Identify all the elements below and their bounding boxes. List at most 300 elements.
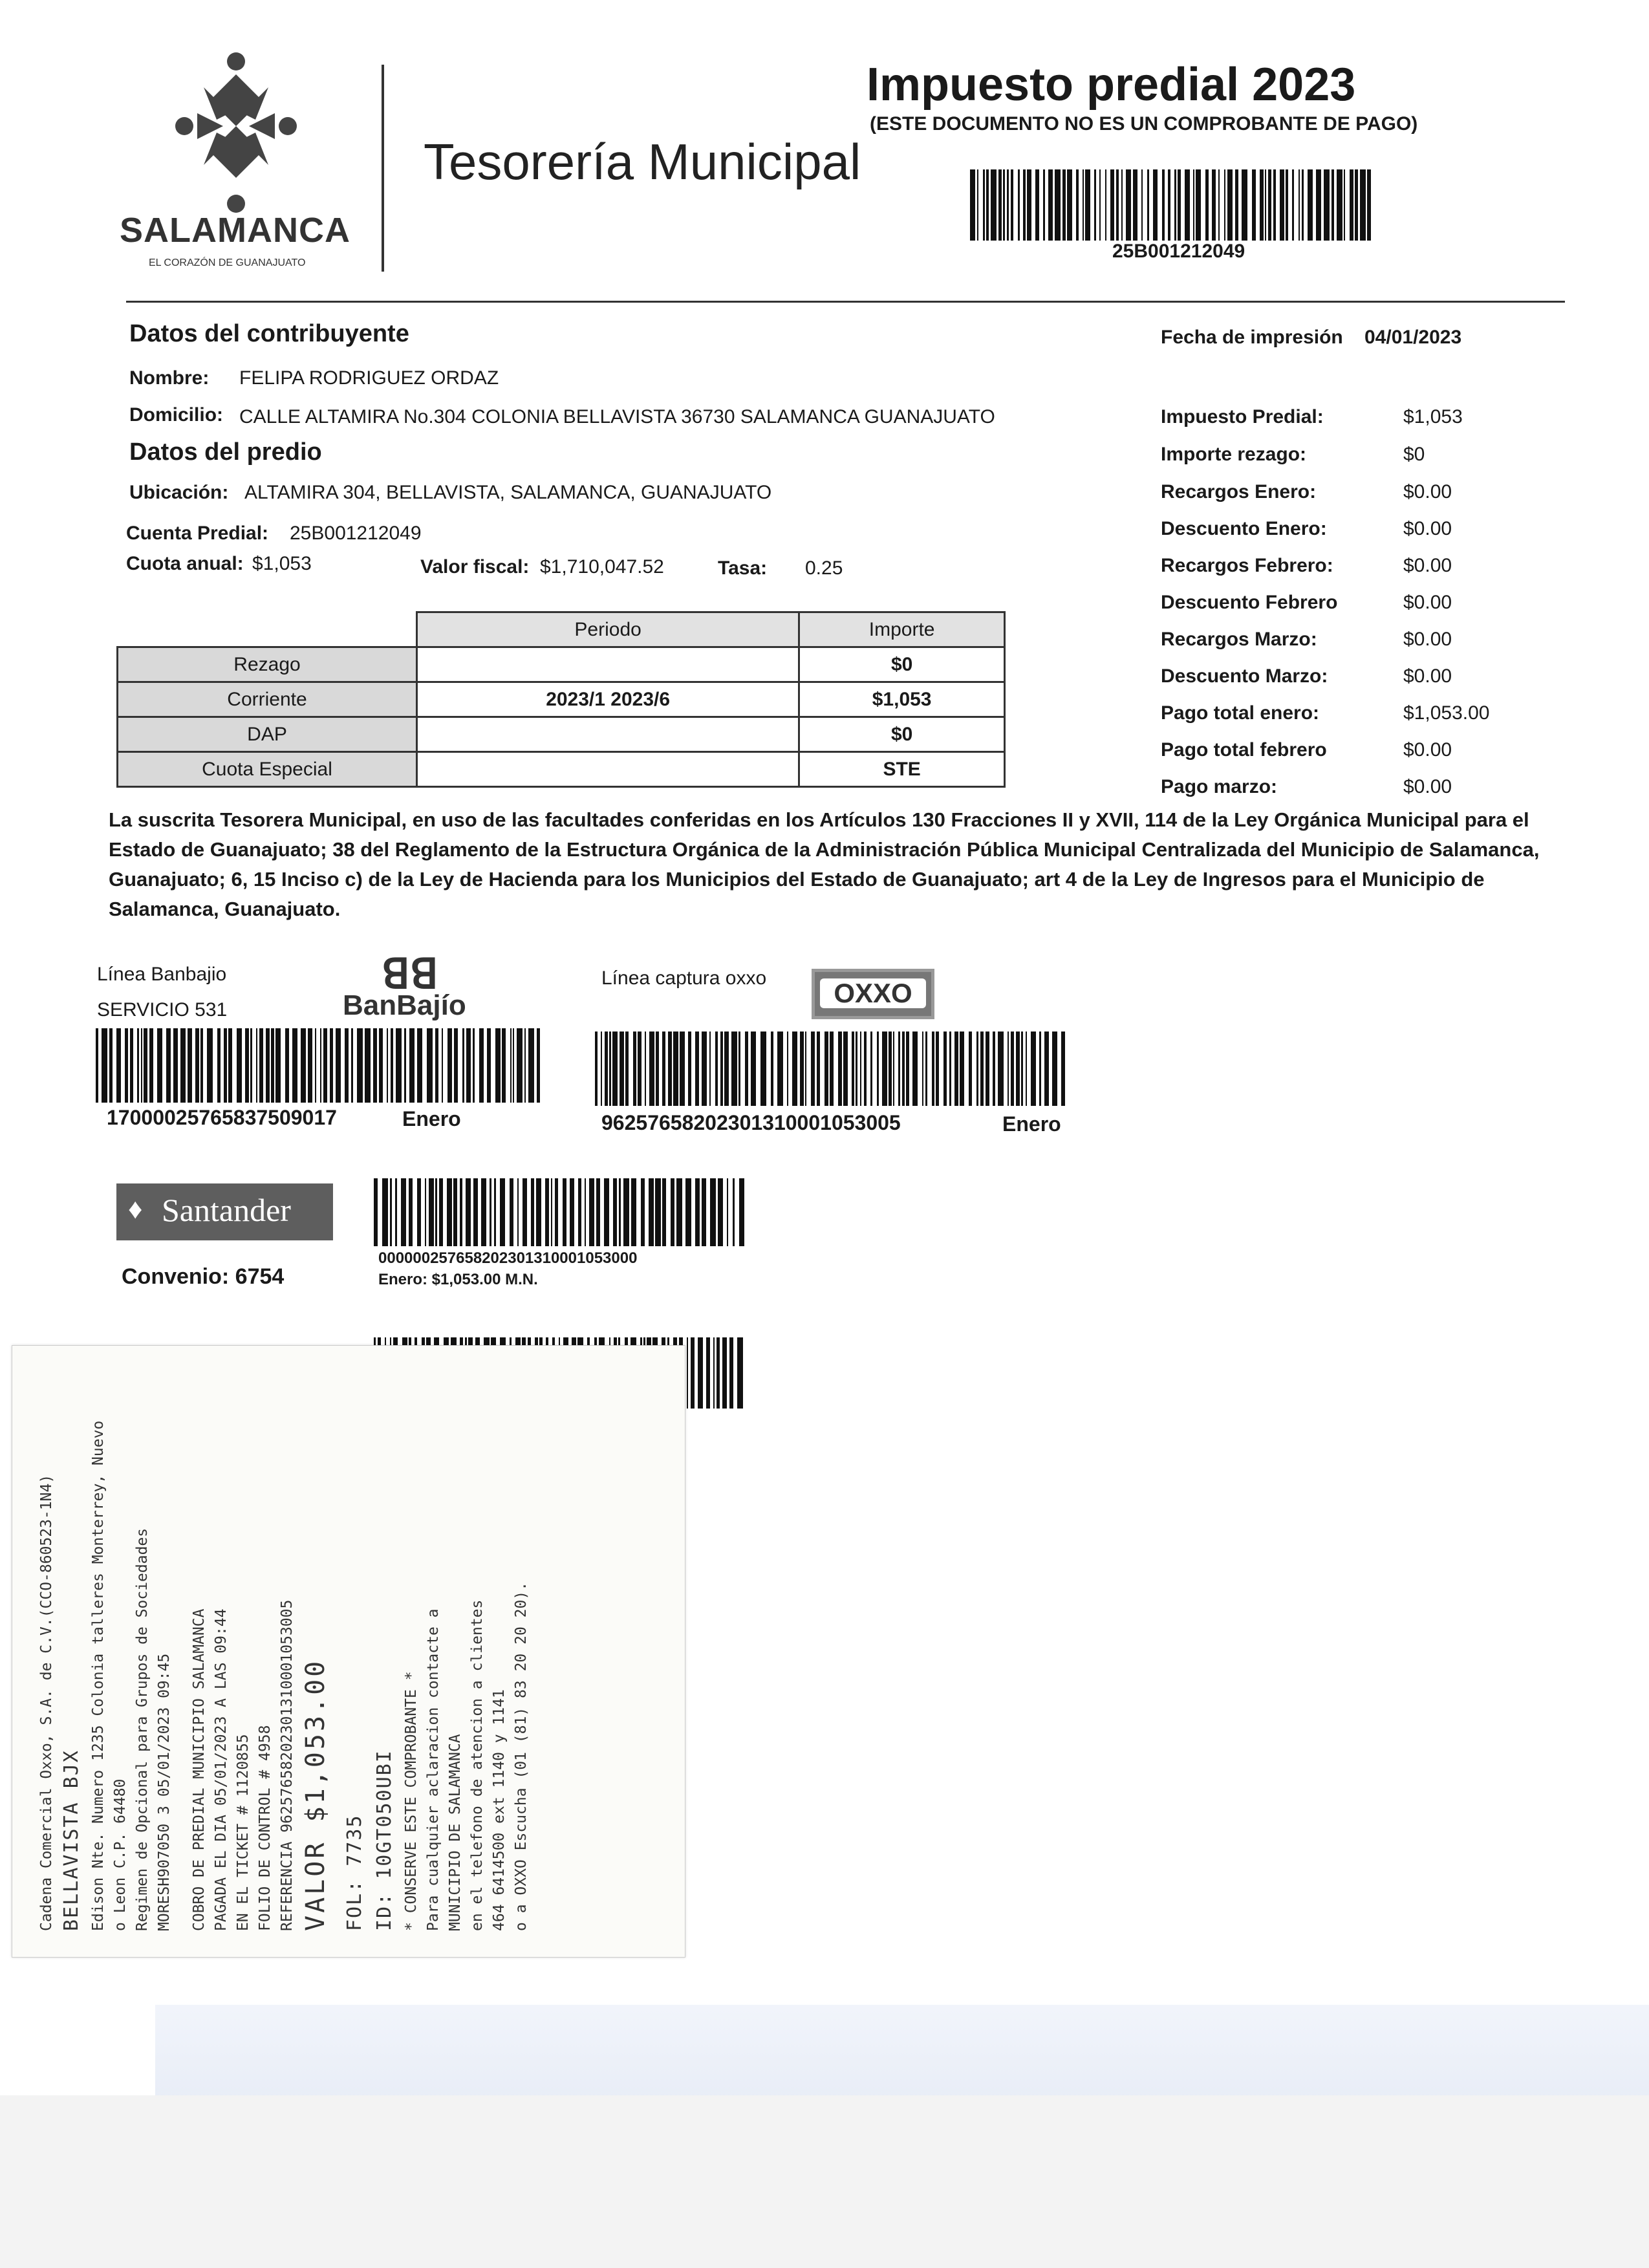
row-periodo: [417, 752, 799, 787]
barcode-bar: [691, 1337, 695, 1409]
valor-fiscal-value: $1,710,047.52: [540, 556, 664, 578]
barcode-bar: [605, 1031, 608, 1106]
barcode-bar: [906, 1031, 909, 1106]
santander-amount: Enero: $1,053.00 M.N.: [378, 1271, 538, 1288]
receipt-amount: VALOR $1,053.00: [301, 1658, 330, 1931]
summary-label: Pago total enero:: [1161, 702, 1320, 724]
barcode-bar: [578, 1178, 581, 1246]
banbajio-label: Línea Banbajio: [97, 964, 227, 985]
oxxo-label: Línea captura oxxo: [601, 967, 767, 989]
barcode-bar: [1299, 169, 1300, 241]
receipt-line: Regimen de Opcional para Grupos de Sociedades: [134, 1528, 151, 1931]
barcode-bar: [490, 1178, 491, 1246]
barcode-bar: [429, 1178, 434, 1246]
barcode-bar: [545, 1178, 549, 1246]
receipt-folio: FOL: 7735: [343, 1814, 366, 1931]
barcode-bar: [1094, 169, 1096, 241]
barcode-bar: [157, 1028, 162, 1103]
barcode-bar: [688, 1031, 691, 1106]
cuota-label: Cuota anual:: [126, 553, 244, 574]
summary-label: Pago total febrero: [1161, 739, 1327, 761]
table-row: [118, 717, 1005, 752]
barcode-bar: [737, 1337, 743, 1409]
barcode-bar: [510, 1028, 512, 1103]
barcode-bar: [998, 169, 1002, 241]
barcode-bar: [623, 1178, 629, 1246]
barcode-bar: [1027, 169, 1031, 241]
summary-value: $0.00: [1403, 629, 1452, 650]
barcode-bar: [1316, 169, 1321, 241]
santander-barcode: [374, 1178, 746, 1246]
barcode-bar: [613, 1178, 617, 1246]
receipt-line: PAGADA EL DIA 05/01/2023 A LAS 09:44: [213, 1608, 230, 1931]
barcode-bar: [466, 1028, 471, 1103]
barcode-bar: [830, 1031, 834, 1106]
barcode-bar: [633, 1031, 636, 1106]
barcode-bar: [1018, 169, 1020, 241]
barcode-bar: [495, 1028, 501, 1103]
barcode-bar: [698, 1337, 703, 1409]
barcode-bar: [395, 1178, 397, 1246]
barcode-bar: [149, 1028, 153, 1103]
barcode-bar: [1252, 169, 1256, 241]
barcode-bar: [1141, 169, 1143, 241]
barcode-bar: [1147, 169, 1149, 241]
logo-city-name: SALAMANCA: [120, 211, 350, 250]
barcode-bar: [137, 1028, 139, 1103]
barcode-bar: [481, 1178, 486, 1246]
salamanca-logo-icon: [165, 49, 307, 217]
barcode-bar: [315, 1028, 316, 1103]
barcode-bar: [453, 1178, 457, 1246]
barcode-bar: [523, 1178, 527, 1246]
barcode-bar: [228, 1028, 232, 1103]
barcode-bar: [969, 1031, 972, 1106]
barcode-bar: [760, 1031, 766, 1106]
barcode-bar: [1162, 169, 1165, 241]
receipt-line: Para cualquier aclaracion contacte a: [425, 1608, 442, 1931]
barcode-bar: [141, 1028, 142, 1103]
barcode-bar: [345, 1028, 349, 1103]
summary-value: $0.00: [1403, 665, 1452, 687]
banbajio-month: Enero: [402, 1107, 461, 1130]
summary-value: $1,053.00: [1403, 702, 1490, 724]
barcode-bar: [1055, 169, 1061, 241]
barcode-bar: [662, 1031, 665, 1106]
barcode-bar: [417, 1178, 421, 1246]
importe-header: Importe: [799, 612, 1005, 647]
barcode-bar: [365, 1028, 371, 1103]
summary-label: Recargos Marzo:: [1161, 629, 1317, 650]
barcode-bar: [1052, 1031, 1057, 1106]
barcode-bar: [1044, 1031, 1049, 1106]
barcode-bar: [1260, 169, 1264, 241]
barcode-bar: [96, 1028, 98, 1103]
barcode-bar: [301, 1028, 306, 1103]
barcode-bar: [427, 1028, 433, 1103]
barcode-bar: [1133, 169, 1137, 241]
ubicacion-label: Ubicación:: [129, 482, 229, 503]
flame-icon: ♦: [128, 1193, 143, 1225]
barcode-bar: [902, 1031, 905, 1106]
barcode-bar: [612, 1031, 618, 1106]
barcode-bar: [722, 1337, 727, 1409]
barcode-bar: [1011, 169, 1013, 241]
barcode-bar: [949, 1031, 951, 1106]
nombre-value: FELIPA RODRIGUEZ ORDAZ: [239, 367, 499, 389]
barcode-bar: [631, 1178, 636, 1246]
barcode-bar: [954, 1031, 958, 1106]
receipt-line: o a OXXO Escucha (01 (81) 83 20 20 20).: [513, 1581, 530, 1931]
barcode-bar: [245, 1028, 249, 1103]
barcode-bar: [589, 1178, 594, 1246]
barcode-bar: [1023, 169, 1026, 241]
logo-tagline: EL CORAZÓN DE GUANAJUATO: [149, 257, 306, 268]
barcode-bar: [1193, 169, 1194, 241]
barcode-bar: [1003, 169, 1005, 241]
barcode-bar: [116, 1028, 121, 1103]
receipt-line: REFERENCIA 96257658202301310001053005: [279, 1599, 296, 1931]
summary-label: Impuesto Predial:: [1161, 406, 1324, 427]
barcode-bar: [563, 1178, 566, 1246]
barcode-bar: [320, 1028, 321, 1103]
barcode-bar: [702, 1031, 707, 1106]
barcode-bar: [925, 1031, 927, 1106]
oxxo-barcode: [595, 1031, 1067, 1106]
barcode-bar: [1292, 169, 1294, 241]
barcode-bar: [1007, 169, 1009, 241]
barcode-bar: [706, 1337, 710, 1409]
barcode-bar: [1062, 169, 1066, 241]
row-label: DAP: [118, 717, 417, 752]
barcode-bar: [751, 1031, 756, 1106]
barcode-bar: [655, 1178, 661, 1246]
barcode-bar: [102, 1028, 107, 1103]
barcode-bar: [943, 1031, 947, 1106]
barcode-bar: [625, 1031, 629, 1106]
receipt-line: MUNICIPIO DE SALAMANCA: [447, 1734, 464, 1931]
barcode-bar: [275, 1028, 281, 1103]
barcode-bar: [713, 1337, 715, 1409]
barcode-bar: [390, 1178, 392, 1246]
barcode-bar: [1067, 169, 1072, 241]
summary-label: Recargos Enero:: [1161, 481, 1317, 502]
barcode-bar: [649, 1178, 654, 1246]
barcode-bar: [777, 1031, 783, 1106]
barcode-bar: [710, 1178, 716, 1246]
barcode-bar: [1178, 169, 1181, 241]
receipt-store: BELLAVISTA BJX: [60, 1749, 83, 1931]
barcode-bar: [1273, 169, 1276, 241]
barcode-bar: [536, 1178, 541, 1246]
row-label: Cuota Especial: [118, 752, 417, 787]
barcode-bar: [357, 1028, 363, 1103]
barcode-bar: [1061, 1031, 1065, 1106]
barcode-bar: [379, 1028, 383, 1103]
barcode-bar: [656, 1031, 659, 1106]
row-importe: STE: [799, 752, 1005, 787]
barcode-bar: [843, 1031, 848, 1106]
summary-value: $0.00: [1403, 481, 1452, 502]
periodo-header: Periodo: [417, 612, 799, 647]
summary-value: $1,053: [1403, 406, 1463, 427]
barcode-bar: [685, 1178, 691, 1246]
banbajio-logo-icon: ꓭꓭ: [382, 951, 438, 997]
barcode-bar: [986, 1031, 989, 1106]
barcode-bar: [671, 1178, 674, 1246]
barcode-bar: [1331, 169, 1334, 241]
row-periodo: 2023/1 2023/6: [417, 682, 799, 717]
banbajio-barcode-number: 17000025765837509017: [107, 1106, 337, 1129]
barcode-bar: [852, 1031, 854, 1106]
barcode-bar: [417, 1028, 422, 1103]
barcode-bar: [695, 1178, 700, 1246]
barcode-bar: [1196, 169, 1201, 241]
barcode-bar: [473, 1178, 478, 1246]
summary-label: Descuento Enero:: [1161, 518, 1327, 539]
cuota-value: $1,053: [252, 553, 312, 574]
barcode-bar: [805, 1031, 806, 1106]
barcode-bar: [998, 1031, 1004, 1106]
oxxo-payment-receipt: [12, 1345, 685, 1958]
barcode-bar: [207, 1028, 213, 1103]
barcode-bar: [259, 1028, 263, 1103]
barcode-bar: [1286, 169, 1288, 241]
banbajio-servicio: SERVICIO 531: [97, 999, 228, 1021]
barcode-bar: [387, 1028, 388, 1103]
barcode-bar: [250, 1028, 252, 1103]
barcode-bar: [585, 1178, 586, 1246]
summary-label: Descuento Febrero: [1161, 592, 1338, 613]
barcode-bar: [439, 1178, 443, 1246]
header-rule: [126, 301, 1565, 303]
row-importe: $0: [799, 717, 1005, 752]
barcode-bar: [1242, 169, 1247, 241]
barcode-bar: [977, 169, 978, 241]
barcode-bar: [824, 1031, 828, 1106]
barcode-bar: [479, 1028, 484, 1103]
oxxo-month: Enero: [1002, 1112, 1061, 1136]
barcode-bar: [1302, 169, 1304, 241]
barcode-bar: [528, 1028, 534, 1103]
barcode-bar: [882, 1031, 887, 1106]
santander-logo: [116, 1183, 333, 1240]
barcode-bar: [1105, 169, 1106, 241]
barcode-bar: [1126, 169, 1131, 241]
table-header-row: [118, 612, 1005, 647]
barcode-bar: [200, 1028, 203, 1103]
barcode-bar: [425, 1178, 426, 1246]
barcode-bar: [932, 1031, 934, 1106]
barcode-bar: [976, 1031, 978, 1106]
barcode-bar: [729, 1337, 733, 1409]
barcode-bar: [604, 1178, 609, 1246]
barcode-bar: [487, 1028, 491, 1103]
barcode-bar: [1116, 169, 1119, 241]
barcode-bar: [960, 1031, 964, 1106]
summary-label: Importe rezago:: [1161, 444, 1307, 465]
barcode-bar: [1016, 1031, 1020, 1106]
barcode-bar: [173, 1028, 178, 1103]
barcode-bar: [1337, 169, 1342, 241]
predio-section-title: Datos del predio: [129, 438, 322, 466]
barcode-bar: [922, 1031, 923, 1106]
barcode-bar: [391, 1028, 393, 1103]
tasa-label: Tasa:: [718, 557, 768, 579]
document-title: Impuesto predial 2023: [867, 59, 1356, 111]
barcode-bar: [447, 1028, 452, 1103]
barcode-bar: [551, 1178, 552, 1246]
row-importe: $1,053: [799, 682, 1005, 717]
barcode-bar: [687, 1337, 688, 1409]
convenio-label: [122, 1264, 284, 1290]
barcode-bar: [1026, 1031, 1027, 1106]
barcode-bar: [609, 1031, 611, 1106]
summary-value: $0: [1403, 444, 1425, 465]
contribuyente-section-title: Datos del contribuyente: [129, 320, 409, 347]
santander-barcode-number: 000000257658202301310001053000: [378, 1249, 638, 1267]
barcode-bar: [838, 1031, 842, 1106]
barcode-bar: [1205, 169, 1209, 241]
barcode-bar: [336, 1028, 341, 1103]
barcode-bar: [1043, 169, 1045, 241]
barcode-bar: [1360, 169, 1366, 241]
barcode-bar: [856, 1031, 857, 1106]
summary-value: $0.00: [1403, 518, 1452, 539]
barcode-bar: [638, 1031, 641, 1106]
receipt-line: 464 6414500 ext 1140 y 1141: [491, 1689, 508, 1931]
summary-value: $0.00: [1403, 555, 1452, 576]
barcode-bar: [500, 1178, 505, 1246]
barcode-bar: [870, 1031, 872, 1106]
receipt-line: Edison Nte. Numero 1235 Colonia talleres Monterrey, Nuevo: [90, 1420, 107, 1931]
barcode-bar: [409, 1178, 413, 1246]
barcode-bar: [715, 1031, 718, 1106]
barcode-bar: [1076, 169, 1079, 241]
table-row: [118, 647, 1005, 682]
barcode-bar: [936, 1031, 939, 1106]
receipt-line: en el telefono de atencion a clientes: [469, 1599, 486, 1931]
barcode-bar: [292, 1028, 297, 1103]
background-banner: [155, 2005, 1649, 2095]
barcode-bar: [1308, 169, 1313, 241]
barcode-bar: [619, 1178, 621, 1246]
convenio-value: 6754: [235, 1264, 285, 1289]
barcode-bar: [454, 1028, 458, 1103]
barcode-bar: [460, 1178, 462, 1246]
barcode-bar: [1099, 169, 1101, 241]
barcode-bar: [986, 169, 989, 241]
banbajio-logo-text: BanBajío: [343, 989, 466, 1021]
barcode-bar: [330, 1028, 333, 1103]
barcode-bar: [308, 1028, 312, 1103]
barcode-bar: [237, 1028, 242, 1103]
barcode-bar: [1218, 169, 1220, 241]
barcode-bar: [993, 1031, 995, 1106]
barcode-bar: [620, 1031, 624, 1106]
summary-value: $0.00: [1403, 776, 1452, 797]
barcode-bar: [980, 1031, 984, 1106]
barcode-bar: [374, 1178, 378, 1246]
barcode-bar: [727, 1178, 728, 1246]
barcode-bar: [217, 1028, 221, 1103]
barcode-bar: [285, 1028, 289, 1103]
scan-margin: [0, 2095, 1649, 2268]
oxxo-logo-icon: [812, 969, 934, 1019]
barcode-bar: [373, 1028, 377, 1103]
receipt-line: * CONSERVE ESTE COMPROBANTE *: [403, 1671, 420, 1931]
barcode-bar: [1185, 169, 1190, 241]
barcode-bar: [1039, 1031, 1041, 1106]
barcode-bar: [787, 1031, 788, 1106]
periodo-table: [116, 611, 1006, 788]
barcode-bar: [435, 1028, 438, 1103]
print-date-label: Fecha de impresión: [1161, 327, 1343, 348]
header-divider: [382, 65, 384, 272]
banbajio-barcode: [96, 1028, 542, 1103]
barcode-bar: [673, 1031, 678, 1106]
barcode-bar: [991, 169, 997, 241]
barcode-bar: [709, 1031, 711, 1106]
barcode-bar: [195, 1028, 199, 1103]
legal-text: La suscrita Tesorera Municipal, en uso de las facultades conferidas en los Artículos 130 Fracciones II y XVII, 114 de la Ley Orgánica Municipal para el Estado de Guanajuato; 38 del Reglamento de la Estructura Orgánica de la Administración Pública Municipal Centralizada del Municipio de Salamanca, Guanajuato; 6, 15 Inciso c) de la Ley de Hacienda para los Municipios del Estado de Guanajuato; art 4 de la Ley de Ingresos para el Municipio de Salamanca, Guanajuato.: [109, 808, 1540, 920]
barcode-bar: [401, 1178, 406, 1246]
barcode-bar: [224, 1028, 227, 1103]
summary-label: Descuento Marzo:: [1161, 665, 1328, 687]
barcode-bar: [382, 1178, 388, 1246]
barcode-bar: [864, 1031, 867, 1106]
receipt-line: MORESH907050 3 05/01/2023 09:45: [156, 1653, 173, 1931]
barcode-bar: [893, 1031, 894, 1106]
barcode-bar: [266, 1028, 270, 1103]
receipt-text: [38, 1349, 535, 1931]
tasa-value: 0.25: [805, 557, 843, 579]
barcode-bar: [447, 1178, 452, 1246]
barcode-bar: [811, 1031, 815, 1106]
barcode-bar: [466, 1178, 471, 1246]
barcode-bar: [1265, 169, 1266, 241]
barcode-bar: [524, 1028, 526, 1103]
barcode-bar: [144, 1028, 147, 1103]
barcode-bar: [720, 1031, 723, 1106]
receipt-line: Cadena Comercial Oxxo, S.A. de C.V.(CCO-860523-1N4): [38, 1474, 55, 1931]
barcode-bar: [404, 1028, 406, 1103]
barcode-bar: [800, 1031, 804, 1106]
table-row: [118, 752, 1005, 787]
barcode-bar: [817, 1031, 820, 1106]
barcode-bar: [1031, 1031, 1036, 1106]
print-date: 04/01/2023: [1364, 327, 1462, 348]
barcode-bar: [596, 1178, 600, 1246]
barcode-bar: [1227, 169, 1233, 241]
barcode-bar: [595, 1031, 598, 1106]
barcode-bar: [1174, 169, 1176, 241]
summary-value: $0.00: [1403, 739, 1452, 761]
barcode-bar: [668, 1031, 672, 1106]
barcode-bar: [1021, 1031, 1023, 1106]
barcode-bar: [442, 1028, 443, 1103]
barcode-bar: [1011, 1031, 1014, 1106]
barcode-bar: [570, 1178, 574, 1246]
barcode-bar: [724, 1031, 729, 1106]
convenio-label-text: Convenio:: [122, 1264, 230, 1289]
barcode-bar: [180, 1028, 186, 1103]
barcode-bar: [494, 1178, 496, 1246]
row-periodo: [417, 717, 799, 752]
barcode-bar: [1083, 169, 1084, 241]
ubicacion-value: ALTAMIRA 304, BELLAVISTA, SALAMANCA, GUANAJUATO: [244, 482, 772, 503]
barcode-bar: [1110, 169, 1114, 241]
